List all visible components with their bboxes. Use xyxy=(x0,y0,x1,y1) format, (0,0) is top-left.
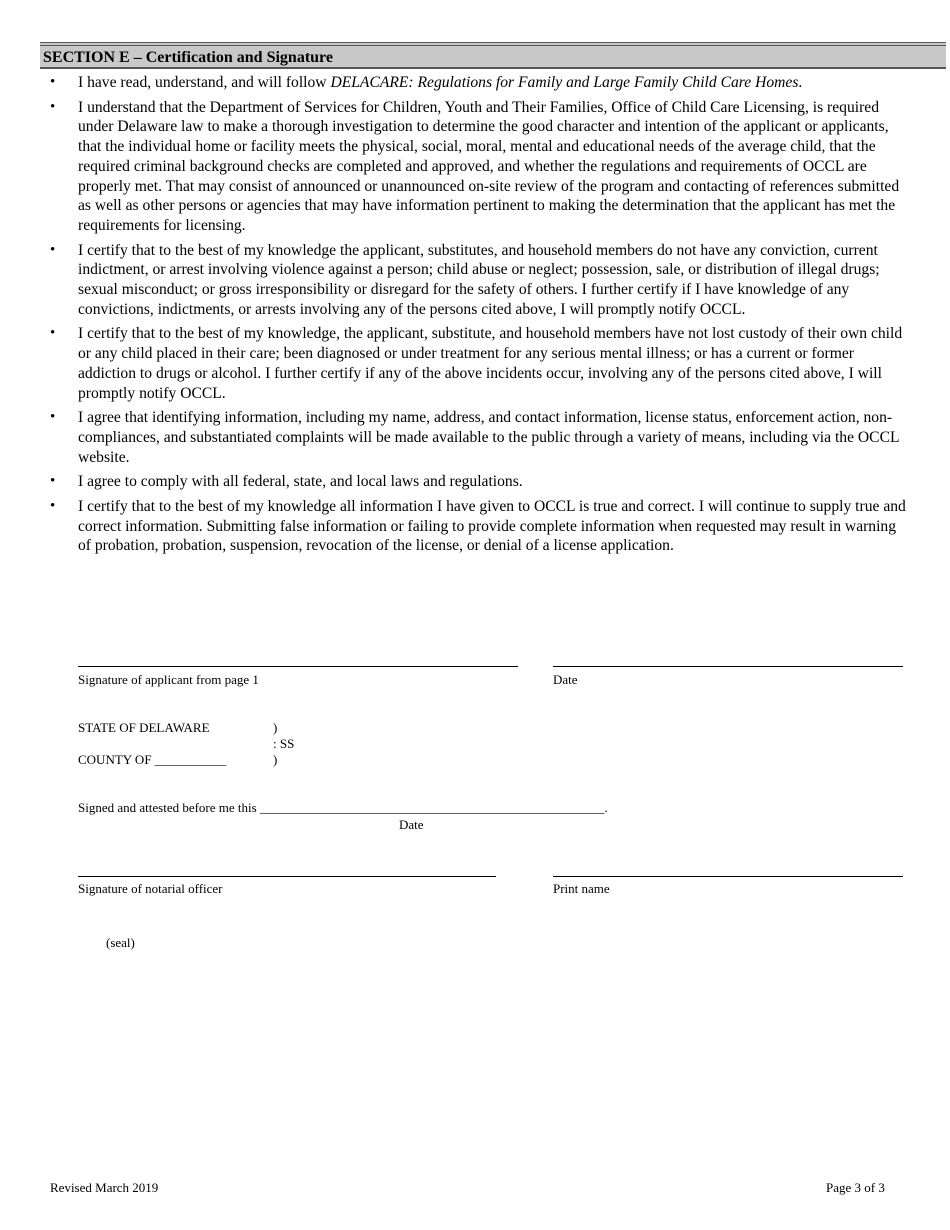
date-label: Date xyxy=(553,672,578,687)
seal-label: (seal) xyxy=(106,935,135,950)
list-item: • I certify that to the best of my knowledge, the applicant, substitute, and household members have not lost custody of their own child or any child placed in their care; been diagnosed or under treatment for any serious mental illness; or has a current or former addiction to drugs or alcohol. I further certify if any of the above incidents occur, involving any of the persons cited above, I will promptly notify OCCL. xyxy=(50,325,903,402)
bullet-icon: • xyxy=(50,74,56,90)
section-title: SECTION E – Certification and Signature xyxy=(43,49,333,66)
revised-date: Revised March 2019 xyxy=(50,1180,159,1195)
county-label: COUNTY OF ___________ xyxy=(78,752,227,767)
section-header xyxy=(40,42,946,69)
certification-list xyxy=(0,73,950,561)
list-item: • I agree to comply with all federal, state, and local laws and regulations. xyxy=(50,473,523,491)
bullet-icon: • xyxy=(50,98,56,115)
print-name-label: Print name xyxy=(553,881,610,896)
paren-close: ) xyxy=(273,752,278,767)
ss-label: : SS xyxy=(273,736,295,751)
bullet-icon: • xyxy=(50,498,56,515)
notary-signature-label: Signature of notarial officer xyxy=(78,881,223,896)
page-number: Page 3 of 3 xyxy=(826,1180,885,1195)
attested-line: Signed and attested before me this _____________________________________________________. xyxy=(78,800,608,815)
list-item: • I have read, understand, and will follow DELACARE: Regulations for Family and Large Family Child Care Homes. xyxy=(50,74,803,91)
list-item: • I understand that the Department of Services for Children, Youth and Their Families, Office of Child Care Licensing, is required under Delaware law to make a thorough investigation to determine the good character and intention of the applicant or applicants, that the individual home or facility meets the physical, social, moral, mental and educational needs of the average child, that the required criminal background checks are completed and approved, and whether the regulations and requirements of OCCL are properly met. That may consist of announced or unannounced on-site review of the program and contacting of references submitted as well as other persons or agencies that may have information pertinent to making the determination that the applicant has met the requirements for licensing. xyxy=(50,98,900,234)
notary-signature-line[interactable] xyxy=(78,876,496,877)
attested-date-label: Date xyxy=(399,817,424,832)
applicant-signature-label: Signature of applicant from page 1 xyxy=(78,672,259,687)
regulations-title: DELACARE: Regulations for Family and Large Family Child Care Homes xyxy=(330,74,799,91)
paren-open: ) xyxy=(273,720,278,735)
bullet-icon: • xyxy=(50,325,56,342)
print-name-line[interactable] xyxy=(553,876,903,877)
date-line[interactable] xyxy=(553,666,903,667)
applicant-signature-line[interactable] xyxy=(78,666,518,667)
bullet-icon: • xyxy=(50,241,56,258)
bullet-icon: • xyxy=(50,409,56,426)
bullet-icon: • xyxy=(50,473,56,490)
list-item: • I certify that to the best of my knowledge the applicant, substitutes, and household members do not have any conviction, current indictment, or arrest involving violence against a person; child abuse or neglect; possession, sale, or distribution of illegal drugs; sexual misconduct; or gross irresponsibility or disregard for the safety of others. I further certify if I have knowledge of any convictions, indictments, or arrests involving any of the persons cited above, I will promptly notify OCCL. xyxy=(50,241,880,318)
list-item: • I agree that identifying information, including my name, address, and contact information, license status, enforcement action, non-compliances, and substantiated complaints will be made available to the public through a variety of means, including via the OCCL website. xyxy=(50,409,899,466)
list-item: • I certify that to the best of my knowledge all information I have given to OCCL is true and correct. I will continue to supply true and correct information. Submitting false information or failing to provide complete information when requested may result in warning of probation, probation, suspension, revocation of the license, or denial of a license application. xyxy=(50,498,906,555)
state-label: STATE OF DELAWARE xyxy=(78,720,210,735)
